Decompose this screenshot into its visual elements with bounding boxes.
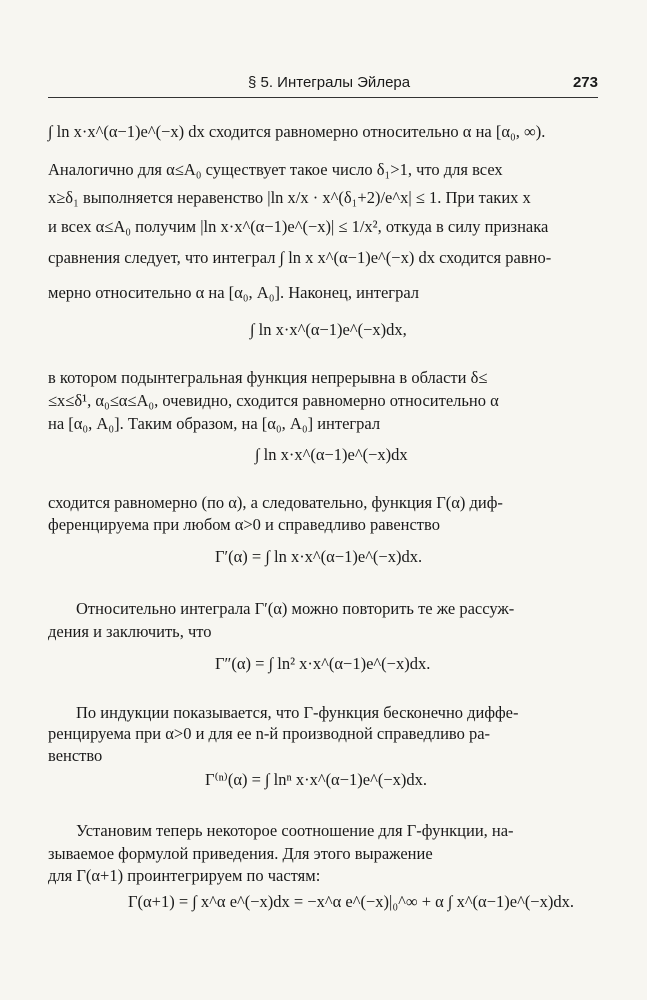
text-line: для Γ(α+1) проинтегрируем по частям: xyxy=(48,866,321,885)
formula: Γ⁽ⁿ⁾(α) = ∫ lnⁿ x·x^(α−1)e^(−x)dx. xyxy=(205,770,427,789)
text-line: ≤x≤δ¹, α₀≤α≤A₀, очевидно, сходится равномерно относительно α xyxy=(48,391,499,410)
text-line: x≥δ₁ выполняется неравенство |ln x/x · x^(δ₁+2)/e^x| ≤ 1. При таких x xyxy=(48,188,531,207)
text-line: Относительно интеграла Γ′(α) можно повторить те же рассуж- xyxy=(76,599,515,618)
text-line: дения и заключить, что xyxy=(48,622,212,641)
header-title: § 5. Интегралы Эйлера xyxy=(248,74,411,91)
text-line: сравнения следует, что интеграл ∫ ln x x^(α−1)e^(−x) dx сходится равно- xyxy=(48,248,552,267)
page-number: 273 xyxy=(572,74,598,91)
text-line: мерно относительно α на [α₀, A₀]. Наконец, интеграл xyxy=(48,283,420,302)
text-line: на [α₀, A₀]. Таким образом, на [α₀, A₀] интеграл xyxy=(48,414,381,433)
formula: Γ′(α) = ∫ ln x·x^(α−1)e^(−x)dx. xyxy=(215,547,423,566)
text-line: и всех α≤A₀ получим |ln x·x^(α−1)e^(−x)| ≤ 1/x², откуда в силу признака xyxy=(48,217,549,236)
formula: Γ″(α) = ∫ ln² x·x^(α−1)e^(−x)dx. xyxy=(215,654,431,673)
text-line: Установим теперь некоторое соотношение для Γ-функции, на- xyxy=(76,821,514,840)
text-line: Аналогично для α≤A₀ существует такое число δ₁>1, что для всех xyxy=(48,160,503,179)
running-header xyxy=(48,72,598,96)
text-line: По индукции показывается, что Γ-функция бесконечно диффе- xyxy=(76,703,519,722)
text-line: венство xyxy=(48,746,103,765)
text-line: ференцируема при любом α>0 и справедливо равенство xyxy=(48,515,440,534)
text-line: в котором подынтегральная функция непрерывна в области δ≤ xyxy=(48,368,488,387)
text-line: зываемое формулой приведения. Для этого выражение xyxy=(48,844,433,863)
text-line: сходится равномерно (по α), а следовательно, функция Γ(α) диф- xyxy=(48,493,503,512)
text-line: ренцируема при α>0 и для ее n-й производной справедливо ра- xyxy=(48,724,491,743)
formula: ∫ ln x·x^(α−1)e^(−x)dx, xyxy=(250,320,407,339)
formula: Γ(α+1) = ∫ x^α e^(−x)dx = −x^α e^(−x)|₀^∞ + α ∫ x^(α−1)e^(−x)dx. xyxy=(128,892,574,911)
formula: ∫ ln x·x^(α−1)e^(−x)dx xyxy=(255,445,408,464)
text-line: ∫ ln x·x^(α−1)e^(−x) dx сходится равномерно относительно α на [α₀, ∞). xyxy=(48,122,546,141)
header-rule xyxy=(48,97,598,98)
